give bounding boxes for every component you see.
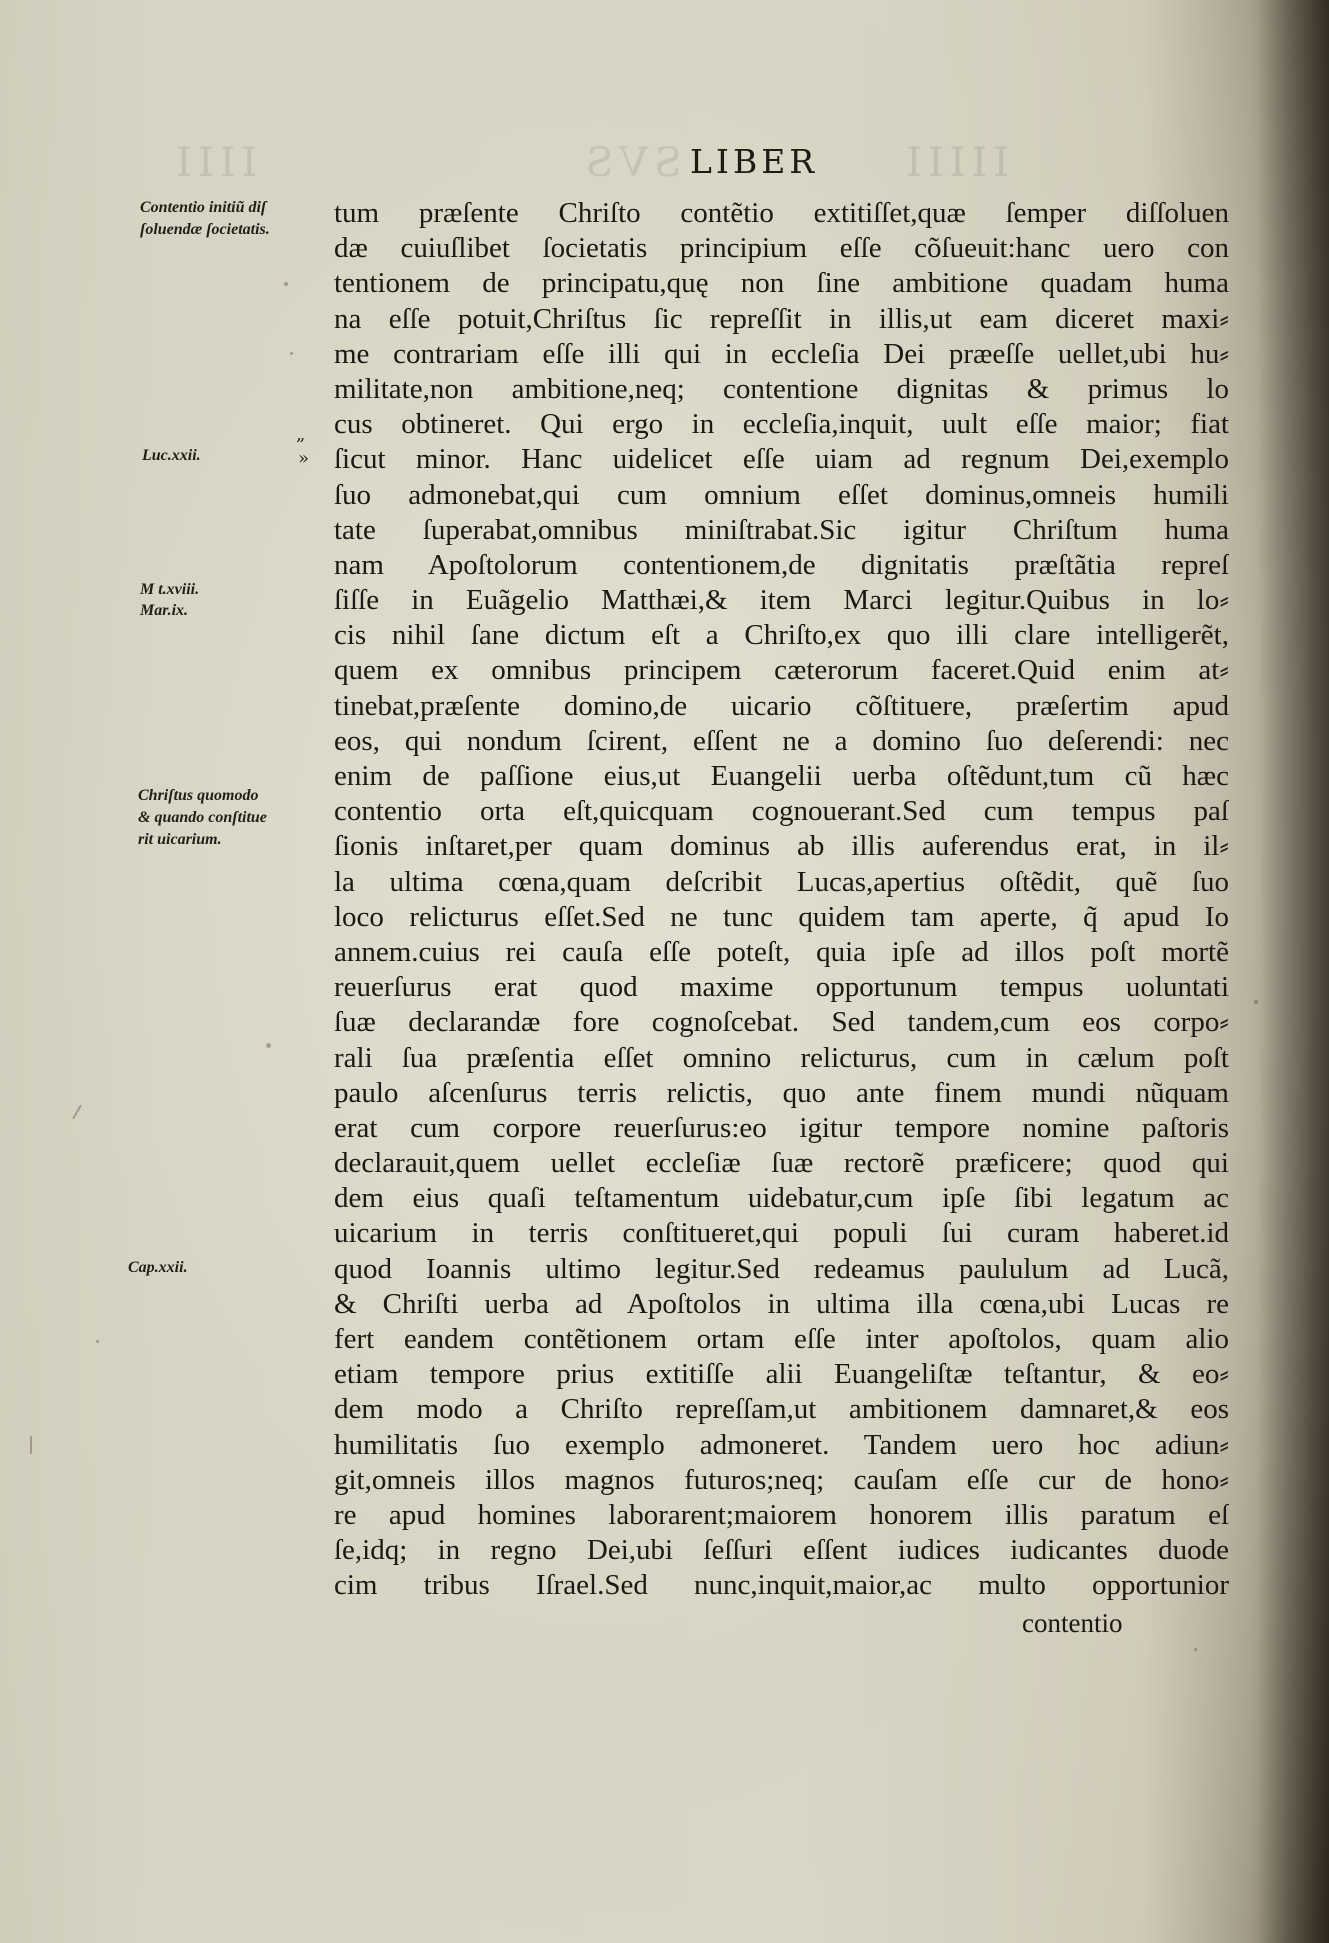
margin-note: Mar.ix.: [140, 602, 189, 619]
text-line: nam Apoſtolorum contentionem,de dignitatis præſtãtia repreſ: [334, 548, 1229, 581]
text-line: cim tribus Iſrael.Sed nunc,inquit,maior,ac multo opportunior: [334, 1569, 1229, 1602]
text-line: fert eandem contẽtionem ortam eſſe inter apoſtolos, quam alio: [334, 1323, 1229, 1355]
text-line: quem ex omnibus principem cæterorum faceret.Quid enim at⸗: [334, 654, 1229, 687]
text-line: erat cum corpore reuerſurus:eo igitur tempore nomine paſtoris: [334, 1111, 1229, 1144]
text-line: humilitatis ſuo exemplo admoneret. Tandem uero hoc adiun⸗: [334, 1428, 1229, 1461]
paper-speck: [266, 1043, 271, 1048]
text-line: & Chriſti uerba ad Apoſtolos in ultima illa cœna,ubi Lucas re: [334, 1287, 1229, 1320]
paper-speck: [1254, 1000, 1258, 1004]
text-line: cus obtineret. Qui ergo in eccleſia,inquit, uult eſſe maior; fiat: [334, 408, 1229, 441]
text-line: la ultima cœna,quam deſcribit Lucas,apertius oſtẽdit, quẽ ſuo: [334, 865, 1229, 898]
paper-speck: [284, 282, 288, 286]
text-line: enim de paſſione eius,ut Euangelii uerba oſtẽdunt,tum cũ hæc: [334, 760, 1229, 792]
paper-speck: [72, 1105, 82, 1120]
bleed-through-ghost-right: IIIII: [900, 140, 1010, 186]
text-line: re apud homines laborarent;maiorem honorem illis paratum eſ: [334, 1498, 1229, 1531]
text-line: rali ſua præſentia eſſet omnino relicturus, cum in cælum poſt: [334, 1041, 1229, 1074]
bleed-through-ghost-center: SVS: [580, 140, 682, 186]
text-line: quod Ioannis ultimo legitur.Sed redeamus paululum ad Lucã,: [334, 1252, 1229, 1285]
catchword: contentio: [1022, 1608, 1123, 1638]
main-text-block: [334, 196, 1234, 1604]
text-line: tentionem de principatu,quę non ſine ambitione quadam huma: [334, 267, 1229, 300]
text-line: me contrariam eſſe illi qui in eccleſia Dei præeſſe uellet,ubi hu⸗: [334, 337, 1229, 370]
paper-speck: [96, 1340, 99, 1343]
text-line: git,omneis illos magnos futuros;neq; cauſam eſſe cur de hono⸗: [334, 1463, 1229, 1496]
text-line: na eſſe potuit,Chriſtus ſic repreſſit in illis,ut eam diceret maxi⸗: [334, 302, 1229, 335]
margin-note: M t.xviii.: [140, 581, 200, 598]
text-line: reuerſurus erat quod maxime opportunum tempus uoluntati: [334, 971, 1229, 1004]
margin-note: rit uicarium.: [138, 831, 222, 848]
paper-speck: [290, 352, 293, 355]
margin-note: Luc.xxii.: [142, 447, 201, 464]
bleed-through-ghost-left: IIII: [170, 140, 258, 186]
margin-note: & quando conſtitue: [138, 809, 267, 826]
text-line: loco relicturus eſſet.Sed ne tunc quidem tam aperte, q̃ apud Io: [334, 900, 1229, 933]
quote-mark: »: [298, 448, 310, 469]
text-line: annem.cuius rei cauſa eſſe poteſt, quia ipſe ad illos poſt mortẽ: [334, 935, 1229, 968]
text-line: dæ cuiuſlibet ſocietatis principium eſſe cõſueuit:hanc uero con: [334, 232, 1229, 265]
text-line: cis nihil ſane dictum eſt a Chriſto,ex quo illi clare intelligerẽt,: [334, 619, 1229, 652]
text-line: declarauit,quem uellet eccleſiæ ſuæ rectorẽ præficere; quod qui: [334, 1147, 1229, 1180]
text-line: eos, qui nondum ſcirent, eſſent ne a domino ſuo deſerendi: nec: [334, 724, 1229, 757]
text-line: etiam tempore prius extitiſſe alii Euangeliſtæ teſtantur, & eo⸗: [334, 1358, 1229, 1391]
text-line: ſionis inſtaret,per quam dominus ab illis auferendus erat, in il⸗: [334, 830, 1229, 863]
text-line: contentio orta eſt,quicquam cognouerant.Sed cum tempus paſ: [334, 795, 1229, 828]
paper-speck: [1194, 1648, 1197, 1651]
text-line: paulo aſcenſurus terris relictis, quo ante finem mundi nũquam: [334, 1076, 1229, 1109]
text-line: militate,non ambitione,neq; contentione dignitas & primus lo: [334, 372, 1229, 405]
margin-note: Chriſtus quomodo: [138, 787, 259, 804]
text-line: tinebat,præſente domino,de uicario cõſtituere, præſertim apud: [334, 689, 1229, 722]
text-line: uicarium in terris conſtitueret,qui populi ſui curam haberet.id: [334, 1217, 1229, 1250]
text-line: tum præſente Chriſto contẽtio extitiſſet,quæ ſemper diſſoluen: [334, 197, 1229, 229]
text-line: ſuæ declarandæ fore cognoſcebat. Sed tandem,cum eos corpo⸗: [334, 1006, 1229, 1039]
running-header: LIBER: [690, 142, 819, 181]
text-line: dem eius quaſi teſtamentum uidebatur,cum ipſe ſibi legatum ac: [334, 1182, 1229, 1215]
paper-speck: [30, 1436, 32, 1454]
text-line: ſicut minor. Hanc uidelicet eſſe uiam ad regnum Dei,exemplo: [334, 443, 1229, 476]
margin-note: Cap.xxii.: [128, 1259, 188, 1276]
text-line: tate ſuperabat,omnibus miniſtrabat.Sic igitur Chriſtum huma: [334, 513, 1229, 546]
text-line: ſe,idq; in regno Dei,ubi ſeſſuri eſſent iudices iudicantes duode: [334, 1534, 1229, 1567]
text-line: ſuo admonebat,qui cum omnium eſſet dominus,omneis humili: [334, 478, 1229, 511]
margin-note: ſoluendæ ſocietatis.: [140, 221, 270, 238]
margin-note: Contentio initiũ diſ: [140, 199, 267, 216]
quote-mark: „: [296, 424, 306, 445]
text-line: ſiſſe in Euãgelio Matthæi,& item Marci legitur.Quibus in lo⸗: [334, 584, 1229, 617]
text-line: dem modo a Chriſto repreſſam,ut ambitionem damnaret,& eos: [334, 1393, 1229, 1426]
